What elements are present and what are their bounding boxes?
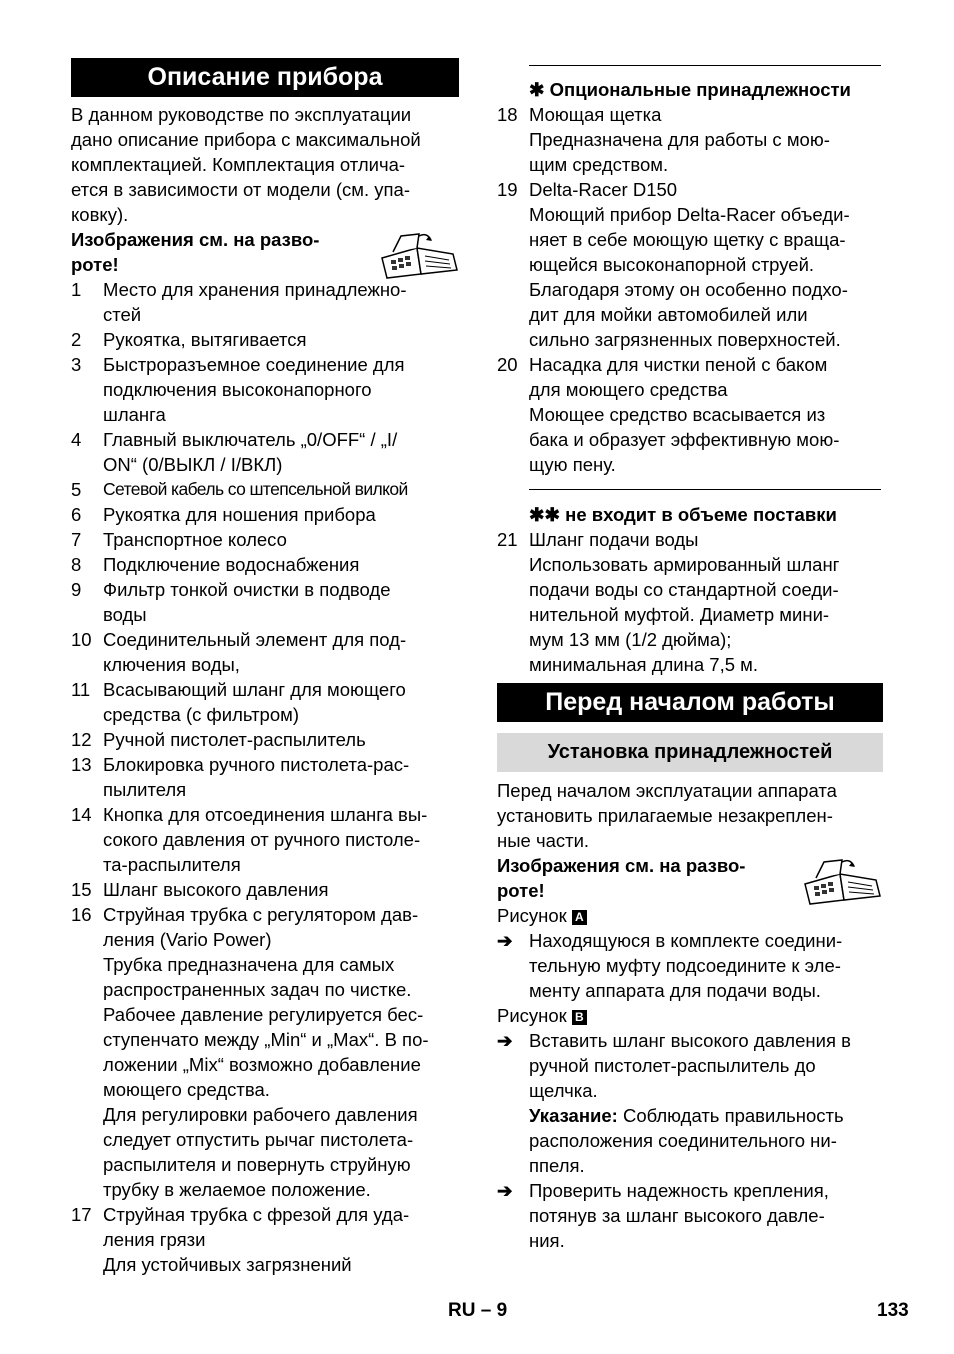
step-line: ния. xyxy=(529,1230,565,1251)
divider xyxy=(529,65,881,66)
item-text: сильно загрязненных поверхностей. xyxy=(529,329,841,350)
item-text: минимальная длина 7,5 м. xyxy=(529,654,758,675)
intro-line: установить прилагаемые незакреплен- xyxy=(497,805,833,826)
item-text: сокого давления от ручного пистоле- xyxy=(103,829,421,850)
step-line: Проверить надежность крепления, xyxy=(529,1180,829,1201)
item-text: Фильтр тонкой очистки в подводе xyxy=(103,579,391,600)
item-text: Для регулировки рабочего давления xyxy=(103,1104,418,1125)
item-number: 10 xyxy=(71,629,92,650)
item-text: Струйная трубка с регулятором дав- xyxy=(103,904,419,925)
see-spread-note: роте! xyxy=(497,880,545,901)
item-text: Моющее средство всасывается из xyxy=(529,404,826,425)
item-text: подачи воды со стандартной соеди- xyxy=(529,579,839,600)
item-text: ления (Vario Power) xyxy=(103,929,272,950)
item-number: 8 xyxy=(71,554,82,575)
item-number: 14 xyxy=(71,804,92,825)
item-text: Насадка для чистки пеной с баком xyxy=(529,354,828,375)
item-text: стей xyxy=(103,304,142,325)
item-number: 19 xyxy=(497,179,518,200)
item-text: Моющий прибор Delta-Racer объеди- xyxy=(529,204,850,225)
item-number: 20 xyxy=(497,354,518,375)
item-number: 18 xyxy=(497,104,518,125)
item-number: 13 xyxy=(71,754,92,775)
item-number: 7 xyxy=(71,529,82,550)
item-number: 21 xyxy=(497,529,518,550)
item-text: пылителя xyxy=(103,779,187,800)
item-text: Шланг высокого давления xyxy=(103,879,329,900)
not-included-heading: ✱✱ не входит в объеме поставки xyxy=(529,504,837,525)
item-text: та-распылителя xyxy=(103,854,241,875)
item-text: ступенчато между „Min“ и „Max“. В по- xyxy=(103,1029,429,1050)
item-text: Благодаря этому он особенно подхо- xyxy=(529,279,848,300)
open-book-icon xyxy=(802,856,882,906)
intro-line: дано описание прибора с максимальной xyxy=(71,129,421,150)
item-text: Главный выключатель „0/OFF“ / „I/ xyxy=(103,429,398,450)
item-number: 11 xyxy=(71,679,91,700)
arrow-right-icon: ➔ xyxy=(497,930,513,951)
item-text: Место для хранения принадлежно- xyxy=(103,279,407,300)
item-text: Рукоятка для ношения прибора xyxy=(103,504,376,525)
item-text: мум 13 мм (1/2 дюйма); xyxy=(529,629,732,650)
see-spread-note: Изображения см. на разво- xyxy=(497,855,746,876)
item-text: Блокировка ручного пистолета-рас- xyxy=(103,754,410,775)
note-label: Указание: xyxy=(529,1105,618,1126)
item-text: трубку в желаемое положение. xyxy=(103,1179,371,1200)
page-number: 133 xyxy=(877,1300,909,1321)
item-number: 1 xyxy=(71,279,82,300)
item-text: подключения высоконапорного xyxy=(103,379,372,400)
intro-line: Перед началом эксплуатации аппарата xyxy=(497,780,837,801)
step-line: Находящуюся в комплекте соедини- xyxy=(529,930,843,951)
section-heading-description: Описание прибора xyxy=(71,58,459,97)
step-line: тельную муфту подсоедините к эле- xyxy=(529,955,841,976)
item-text: Трубка предназначена для самых xyxy=(103,954,395,975)
item-number: 17 xyxy=(71,1204,92,1225)
step-line: ручной пистолет-распылитель до xyxy=(529,1055,816,1076)
item-number: 4 xyxy=(71,429,82,450)
intro-line: В данном руководстве по эксплуатации xyxy=(71,104,412,125)
item-text: Кнопка для отсоединения шланга вы- xyxy=(103,804,428,825)
item-text: ющейся высоконапорной струей. xyxy=(529,254,815,275)
item-text: бака и образует эффективную мою- xyxy=(529,429,840,450)
item-text: шланга xyxy=(103,404,166,425)
arrow-right-icon: ➔ xyxy=(497,1030,513,1051)
item-number: 9 xyxy=(71,579,82,600)
item-text: дит для мойки автомобилей или xyxy=(529,304,808,325)
item-text: Ручной пистолет-распылитель xyxy=(103,729,366,750)
figure-badge-b: B xyxy=(572,1010,587,1025)
item-text: Delta-Racer D150 xyxy=(529,179,678,200)
footer-section: RU – 9 xyxy=(448,1300,508,1321)
intro-line: комплектацией. Комплектация отлича- xyxy=(71,154,406,175)
item-text: ложении „Mix“ возможно добавление xyxy=(103,1054,421,1075)
item-number: 12 xyxy=(71,729,92,750)
step-line: щелчка. xyxy=(529,1080,598,1101)
double-asterisk-icon: ✱✱ xyxy=(529,504,566,525)
item-text: Моющая щетка xyxy=(529,104,662,125)
item-text: распространенных задач по чистке. xyxy=(103,979,412,1000)
item-text: щим средством. xyxy=(529,154,669,175)
item-text: няет в себе моющую щетку с враща- xyxy=(529,229,846,250)
arrow-right-icon: ➔ xyxy=(497,1180,513,1201)
figure-ref-b: Рисунок B xyxy=(497,1003,587,1028)
item-text: щую пену. xyxy=(529,454,616,475)
item-text: нительной муфтой. Диаметр мини- xyxy=(529,604,830,625)
item-number: 6 xyxy=(71,504,82,525)
subsection-heading-accessories: Установка принадлежностей xyxy=(497,733,883,772)
item-text: Сетевой кабель со штепсельной вилкой xyxy=(103,479,408,499)
step-line: потянув за шланг высокого давле- xyxy=(529,1205,825,1226)
item-text: Транспортное колесо xyxy=(103,529,287,550)
item-number: 15 xyxy=(71,879,92,900)
item-text: Всасывающий шланг для моющего xyxy=(103,679,406,700)
divider xyxy=(529,489,881,490)
item-text: воды xyxy=(103,604,147,625)
step-line: менту аппарата для подачи воды. xyxy=(529,980,821,1001)
item-text: средства (с фильтром) xyxy=(103,704,300,725)
item-text: ключения воды, xyxy=(103,654,240,675)
item-text: следует отпустить рычаг пистолета- xyxy=(103,1129,414,1150)
item-text: Использовать армированный шланг xyxy=(529,554,840,575)
item-text: Шланг подачи воды xyxy=(529,529,699,550)
note-line: Указание: Соблюдать правильность xyxy=(529,1105,844,1126)
item-text: Соединительный элемент для под- xyxy=(103,629,407,650)
see-spread-note: Изображения см. на разво- xyxy=(71,229,320,250)
intro-line: ные части. xyxy=(497,830,590,851)
note-line: ппеля. xyxy=(529,1155,585,1176)
item-text: Для устойчивых загрязнений xyxy=(103,1254,352,1275)
intro-line: ется в зависимости от модели (см. упа- xyxy=(71,179,410,200)
note-line: расположения соединительного ни- xyxy=(529,1130,837,1151)
item-text: ON“ (0/ВЫКЛ / I/ВКЛ) xyxy=(103,454,283,475)
item-text: для моющего средства xyxy=(529,379,728,400)
figure-ref-a: Рисунок A xyxy=(497,903,587,928)
item-number: 2 xyxy=(71,329,82,350)
item-text: Рабочее давление регулируется бес- xyxy=(103,1004,424,1025)
figure-badge-a: A xyxy=(572,910,587,925)
item-text: Рукоятка, вытягивается xyxy=(103,329,307,350)
step-line: Вставить шланг высокого давления в xyxy=(529,1030,851,1051)
see-spread-note: роте! xyxy=(71,254,119,275)
item-text: Подключение водоснабжения xyxy=(103,554,360,575)
asterisk-icon: ✱ xyxy=(529,79,550,100)
item-text: Предназначена для работы с мою- xyxy=(529,129,830,150)
section-heading-before-start: Перед началом работы xyxy=(497,683,883,722)
item-number: 3 xyxy=(71,354,82,375)
item-number: 5 xyxy=(71,479,82,500)
open-book-icon xyxy=(379,230,459,280)
intro-line: ковку). xyxy=(71,204,129,225)
item-text: моющего средства. xyxy=(103,1079,270,1100)
optional-accessories-heading: ✱ Опциональные принадлежности xyxy=(529,79,851,100)
item-text: распылителя и повернуть струйную xyxy=(103,1154,411,1175)
item-number: 16 xyxy=(71,904,92,925)
item-text: ления грязи xyxy=(103,1229,206,1250)
item-text: Струйная трубка с фрезой для уда- xyxy=(103,1204,410,1225)
item-text: Быстроразъемное соединение для xyxy=(103,354,405,375)
